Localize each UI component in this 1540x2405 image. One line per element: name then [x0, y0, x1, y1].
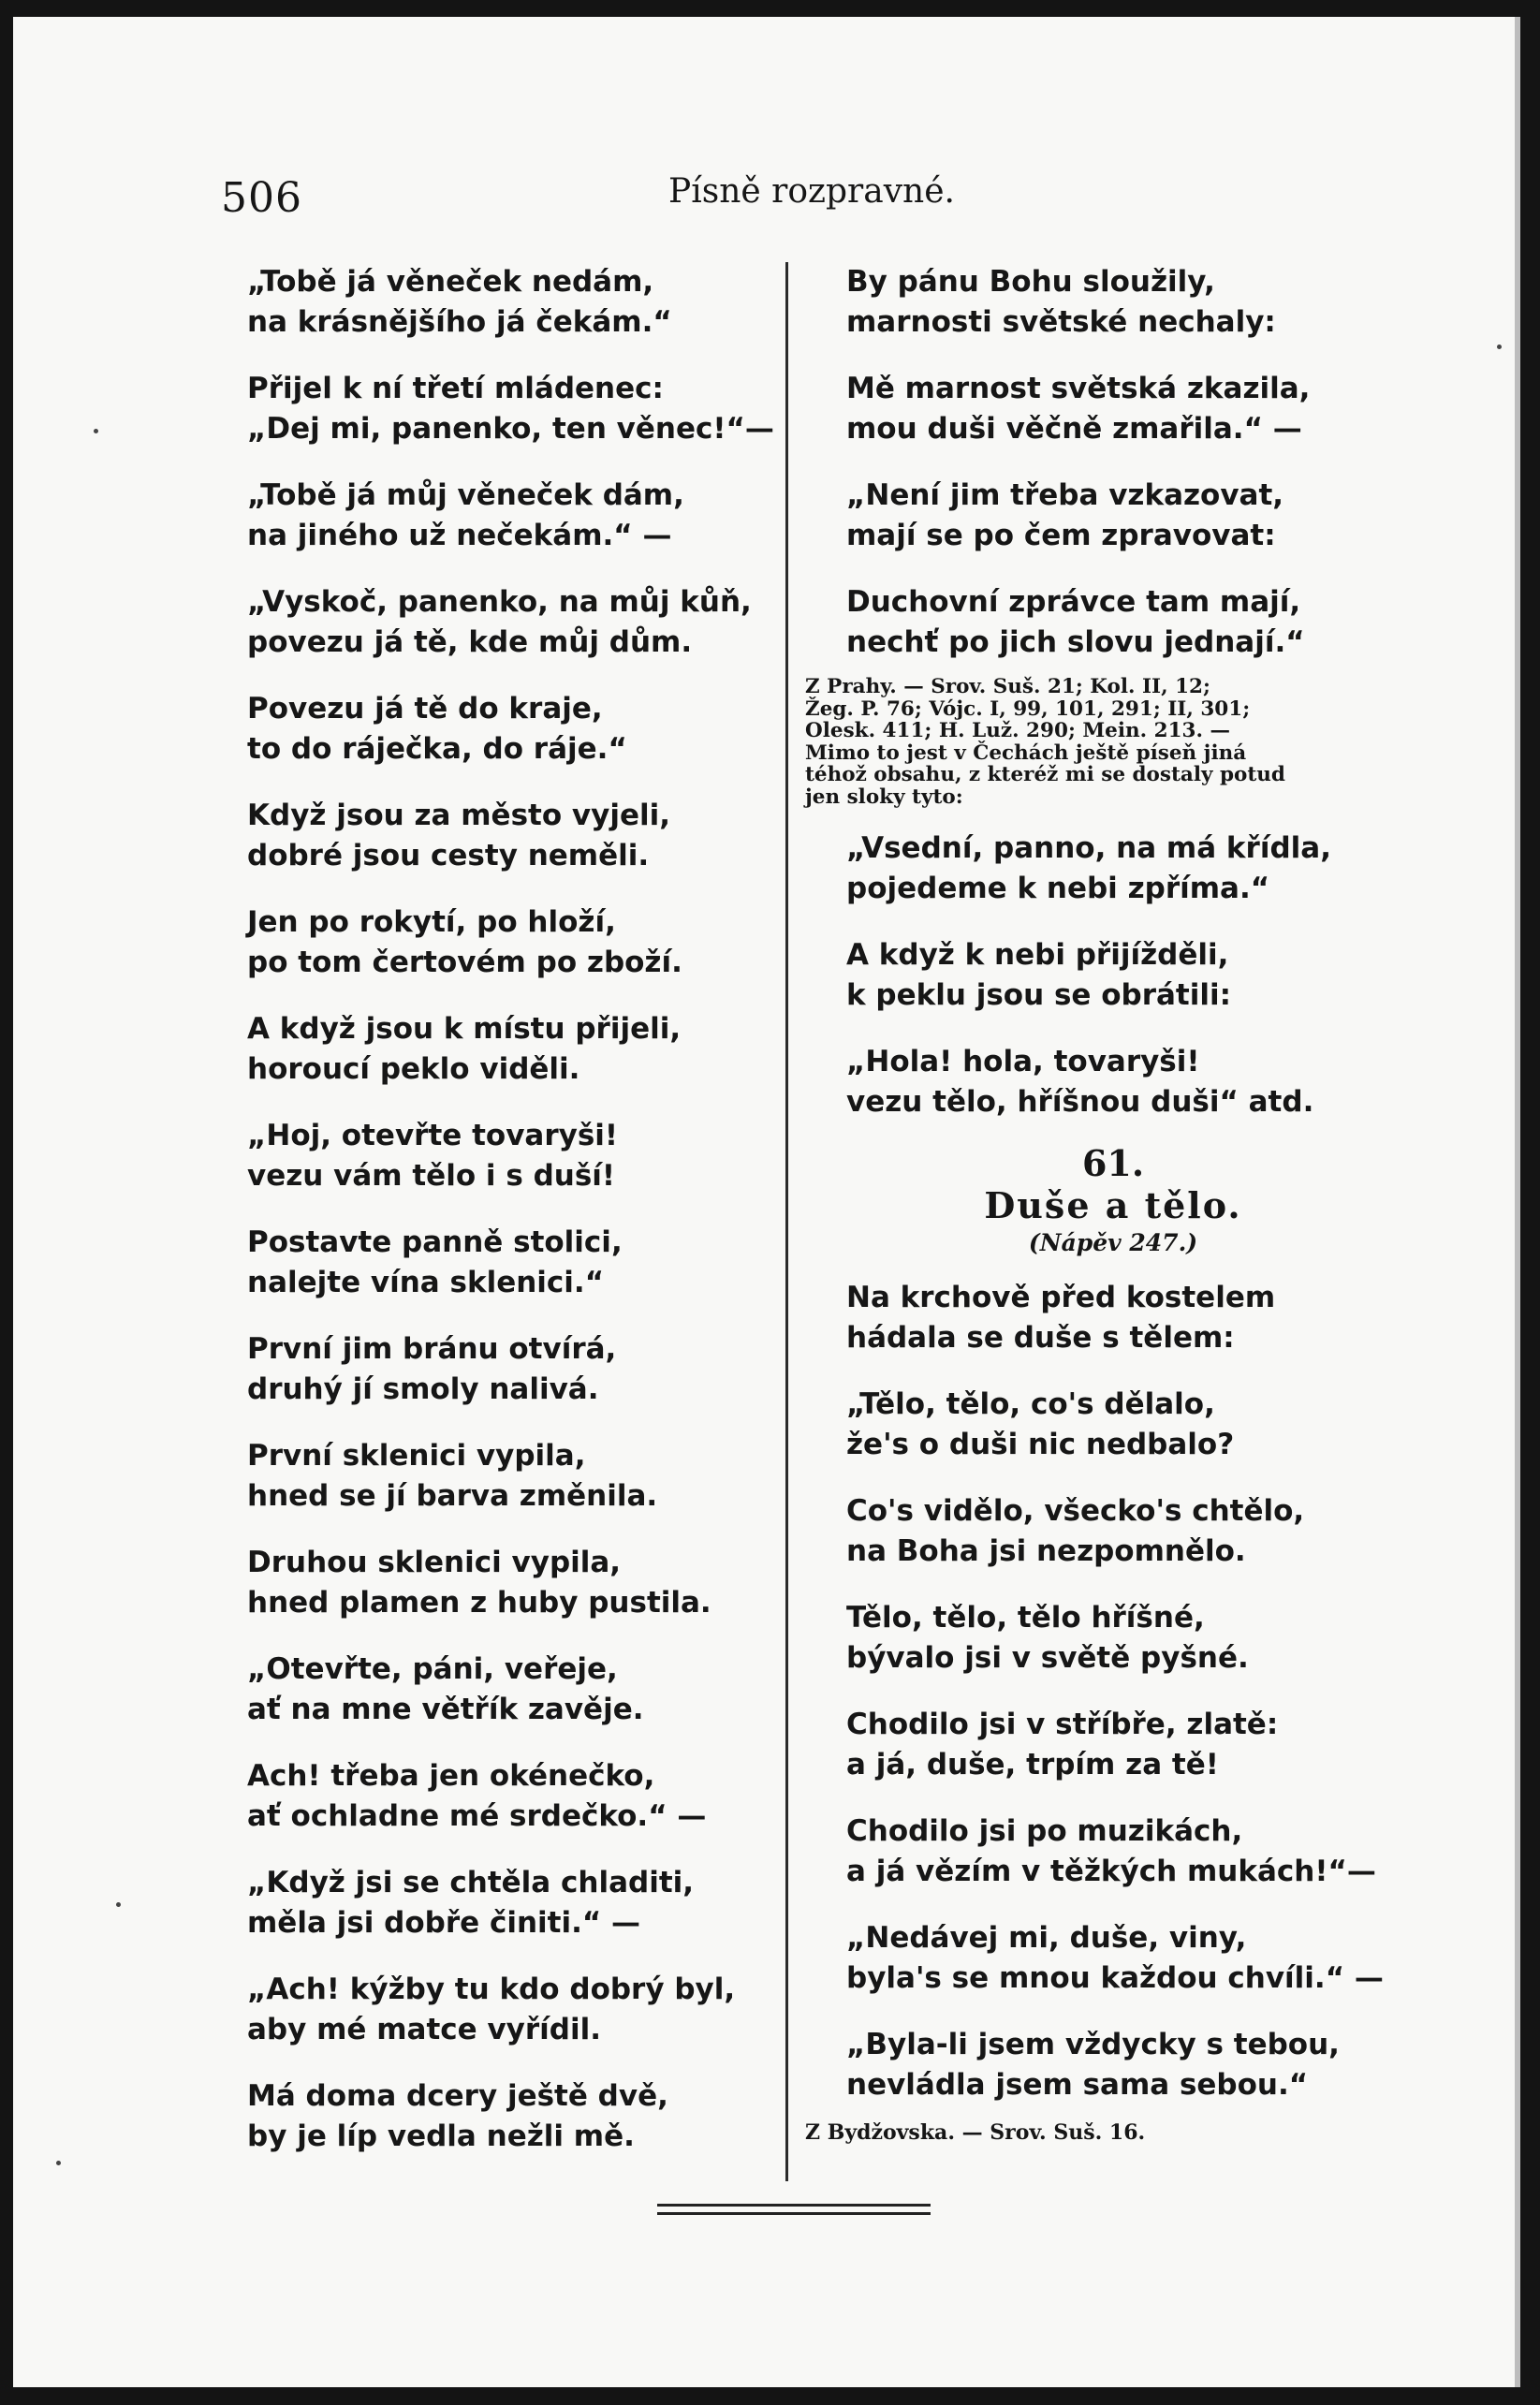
verse-line: Na krchově před kostelem: [846, 1281, 1276, 1314]
verse-line: vezu tělo, hříšnou duši“ atd.: [846, 1084, 1314, 1119]
verse-line: Přijel k ní třetí mládenec:: [247, 372, 664, 405]
verse-line: „Vyskoč, panenko, na můj kůň,: [247, 585, 752, 619]
column-divider: [785, 262, 788, 2181]
verse-line: A když k nebi přijížděli,: [846, 938, 1229, 972]
song-source: Z Bydžovska. — Srov. Suš. 16.: [805, 2120, 1146, 2145]
stanza: [846, 935, 1380, 1015]
verse-line: „Vsední, panno, na má křídla,: [846, 831, 1331, 865]
verse-line: k peklu jsou se obrátili:: [846, 977, 1232, 1012]
stanza: [846, 1918, 1384, 1998]
verse-line: Chodilo jsi v stříbře, zlatě:: [846, 1708, 1279, 1741]
stanza: [247, 1756, 781, 1836]
verse-line: a já vězím v těžkých mukách!“—: [846, 1854, 1376, 1888]
verse-line: Má doma dcery ještě dvě,: [247, 2079, 668, 2113]
note-line: jen sloky tyto:: [805, 785, 963, 809]
verse-line: dobré jsou cesty neměli.: [247, 838, 650, 873]
note-line: téhož obsahu, z kteréž mi se dostaly potud: [805, 763, 1285, 786]
song-tune: (Nápěv 247.): [1028, 1229, 1198, 1256]
verse-line: Chodilo jsi po muzikách,: [846, 1814, 1243, 1848]
verse-line: Mě marnost světská zkazila,: [846, 372, 1311, 405]
verse-line: A když jsou k místu přijeli,: [247, 1012, 682, 1046]
verse-line: byla's se mnou každou chvíli.“ —: [846, 1960, 1384, 1995]
stanza: [846, 2025, 1380, 2104]
verse-line: Postavte panně stolici,: [247, 1225, 623, 1259]
stanza: [247, 1009, 781, 1089]
stanza: [247, 1116, 781, 1195]
verse-line: Druhou sklenici vypila,: [247, 1546, 622, 1579]
stanza: [247, 1223, 781, 1302]
page-number: 506: [221, 174, 302, 222]
verse-line: Jen po rokytí, po hloží,: [247, 905, 616, 939]
song-title: Duše a tělo.: [984, 1184, 1242, 1226]
stanza: [846, 1705, 1380, 1784]
stanza: [247, 1329, 781, 1409]
verse-line: horoucí peklo viděli.: [247, 1051, 580, 1086]
end-rule-bottom: [657, 2212, 931, 2215]
verse-line: „Ach! kýžby tu kdo dobrý byl,: [247, 1972, 736, 2006]
left-column: [247, 262, 781, 2183]
stanza: [247, 796, 781, 875]
verse-line: Povezu já tě do kraje,: [247, 692, 603, 726]
verse-line: „Není jim třeba vzkazovat,: [846, 478, 1284, 512]
stanza: [846, 369, 1380, 448]
verse-line: na jiného už nečekám.“ —: [247, 518, 672, 552]
stanza: [846, 1811, 1380, 1891]
page-speck: [94, 429, 98, 433]
note-line: Olesk. 411; H. Luž. 290; Mein. 213. —: [805, 719, 1230, 742]
right-column-top-stanzas: [846, 262, 1380, 662]
verse-line: „Nedávej mi, duše, viny,: [846, 1921, 1247, 1955]
song-number: 61.: [1081, 1142, 1145, 1184]
page-speck: [56, 2161, 61, 2165]
stanza: [846, 1491, 1380, 1571]
stanza: [846, 1278, 1380, 1357]
book-page: [13, 17, 1520, 2387]
verse-line: na Boha jsi nezpomnělo.: [846, 1533, 1246, 1568]
verse-line: By pánu Bohu sloužily,: [846, 265, 1215, 299]
stanza: [247, 689, 781, 769]
page-speck: [116, 1902, 121, 1907]
verse-line: aby mé matce vyřídil.: [247, 2012, 602, 2046]
stanza: [247, 262, 781, 342]
verse-line: povezu já tě, kde můj dům.: [247, 624, 693, 659]
verse-line: „Dej mi, panenko, ten věnec!“—: [247, 411, 774, 446]
verse-line: Když jsou za město vyjeli,: [247, 799, 671, 832]
verse-line: mou duši věčně zmařila.“ —: [846, 411, 1302, 446]
verse-line: to do ráječka, do ráje.“: [247, 731, 627, 766]
stanza: [247, 2076, 781, 2156]
verse-line: vezu vám tělo i s duší!: [247, 1158, 616, 1193]
verse-line: Duchovní zprávce tam mají,: [846, 585, 1301, 619]
stanza: [846, 582, 1380, 662]
stanza: [247, 582, 781, 662]
verse-line: „Hoj, otevřte tovaryši!: [247, 1119, 619, 1152]
verse-line: bývalo jsi v světě pyšné.: [846, 1640, 1249, 1675]
verse-line: ať na mne větřík zavěje.: [247, 1692, 644, 1726]
stanza: [846, 1385, 1380, 1464]
verse-line: nechť po jich slovu jednají.“: [846, 624, 1305, 659]
page-speck: [1497, 345, 1502, 349]
verse-line: Co's vidělo, všecko's chtělo,: [846, 1494, 1305, 1528]
verse-line: a já, duše, trpím za tě!: [846, 1747, 1219, 1782]
right-column: [805, 262, 1384, 2145]
stanza: [846, 1598, 1380, 1678]
verse-line: nevládla jsem sama sebou.“: [846, 2067, 1309, 2102]
song-stanzas: [846, 1278, 1384, 2104]
verse-line: pojedeme k nebi zpříma.“: [846, 871, 1270, 905]
stanza: [846, 262, 1380, 342]
verse-line: „Byla-li jsem vždycky s tebou,: [846, 2028, 1340, 2061]
verse-line: „Když jsi se chtěla chladiti,: [247, 1866, 695, 1899]
stanza: [247, 1650, 781, 1729]
note-line: Z Prahy. — Srov. Suš. 21; Kol. II, 12;: [805, 675, 1210, 698]
verse-line: hned se jí barva změnila.: [247, 1478, 658, 1513]
stanza: [247, 1543, 781, 1622]
verse-line: na krásnějšího já čekám.“: [247, 304, 672, 339]
verse-line: mají se po čem zpravovat:: [846, 518, 1276, 552]
verse-line: Tělo, tělo, tělo hříšné,: [846, 1601, 1205, 1635]
verse-line: ať ochladne mé srdečko.“ —: [247, 1798, 707, 1833]
note-line: Mimo to jest v Čechách ještě píseň jiná: [805, 741, 1247, 765]
stanza: [846, 476, 1380, 555]
verse-line: marnosti světské nechaly:: [846, 304, 1276, 339]
stanza: [247, 369, 781, 448]
running-title: Písně rozpravné.: [668, 172, 955, 211]
verse-line: nalejte vína sklenici.“: [247, 1265, 605, 1299]
source-note: [805, 676, 1378, 808]
right-column-mid-stanzas: [846, 829, 1380, 1122]
verse-line: „Tobě já můj věneček dám,: [247, 478, 684, 512]
verse-line: měla jsi dobře činiti.“ —: [247, 1905, 641, 1940]
verse-line: První sklenici vypila,: [247, 1439, 586, 1473]
stanza: [846, 829, 1380, 908]
verse-line: by je líp vedla nežli mě.: [247, 2119, 635, 2153]
end-rule-top: [657, 2204, 931, 2207]
verse-line: „Tělo, tělo, co's dělalo,: [846, 1387, 1215, 1421]
verse-line: První jim bránu otvírá,: [247, 1332, 617, 1366]
verse-line: „Tobě já věneček nedám,: [247, 265, 654, 299]
verse-line: hned plamen z huby pustila.: [247, 1585, 711, 1620]
stanza: [247, 476, 781, 555]
verse-line: že's o duši nic nedbalo?: [846, 1427, 1235, 1461]
note-line: Žeg. P. 76; Vójc. I, 99, 101, 291; II, 301;: [805, 697, 1251, 721]
stanza: [846, 1042, 1380, 1122]
verse-line: hádala se duše s tělem:: [846, 1320, 1235, 1355]
verse-line: Ach! třeba jen okénečko,: [247, 1759, 655, 1793]
verse-line: druhý jí smoly nalivá.: [247, 1371, 599, 1406]
stanza: [247, 1970, 781, 2049]
stanza: [247, 1436, 781, 1516]
stanza: [247, 1863, 781, 1943]
verse-line: „Otevřte, páni, veřeje,: [247, 1652, 618, 1686]
verse-line: po tom čertovém po zboží.: [247, 945, 682, 979]
verse-line: „Hola! hola, tovaryši!: [846, 1045, 1200, 1078]
stanza: [247, 902, 781, 982]
